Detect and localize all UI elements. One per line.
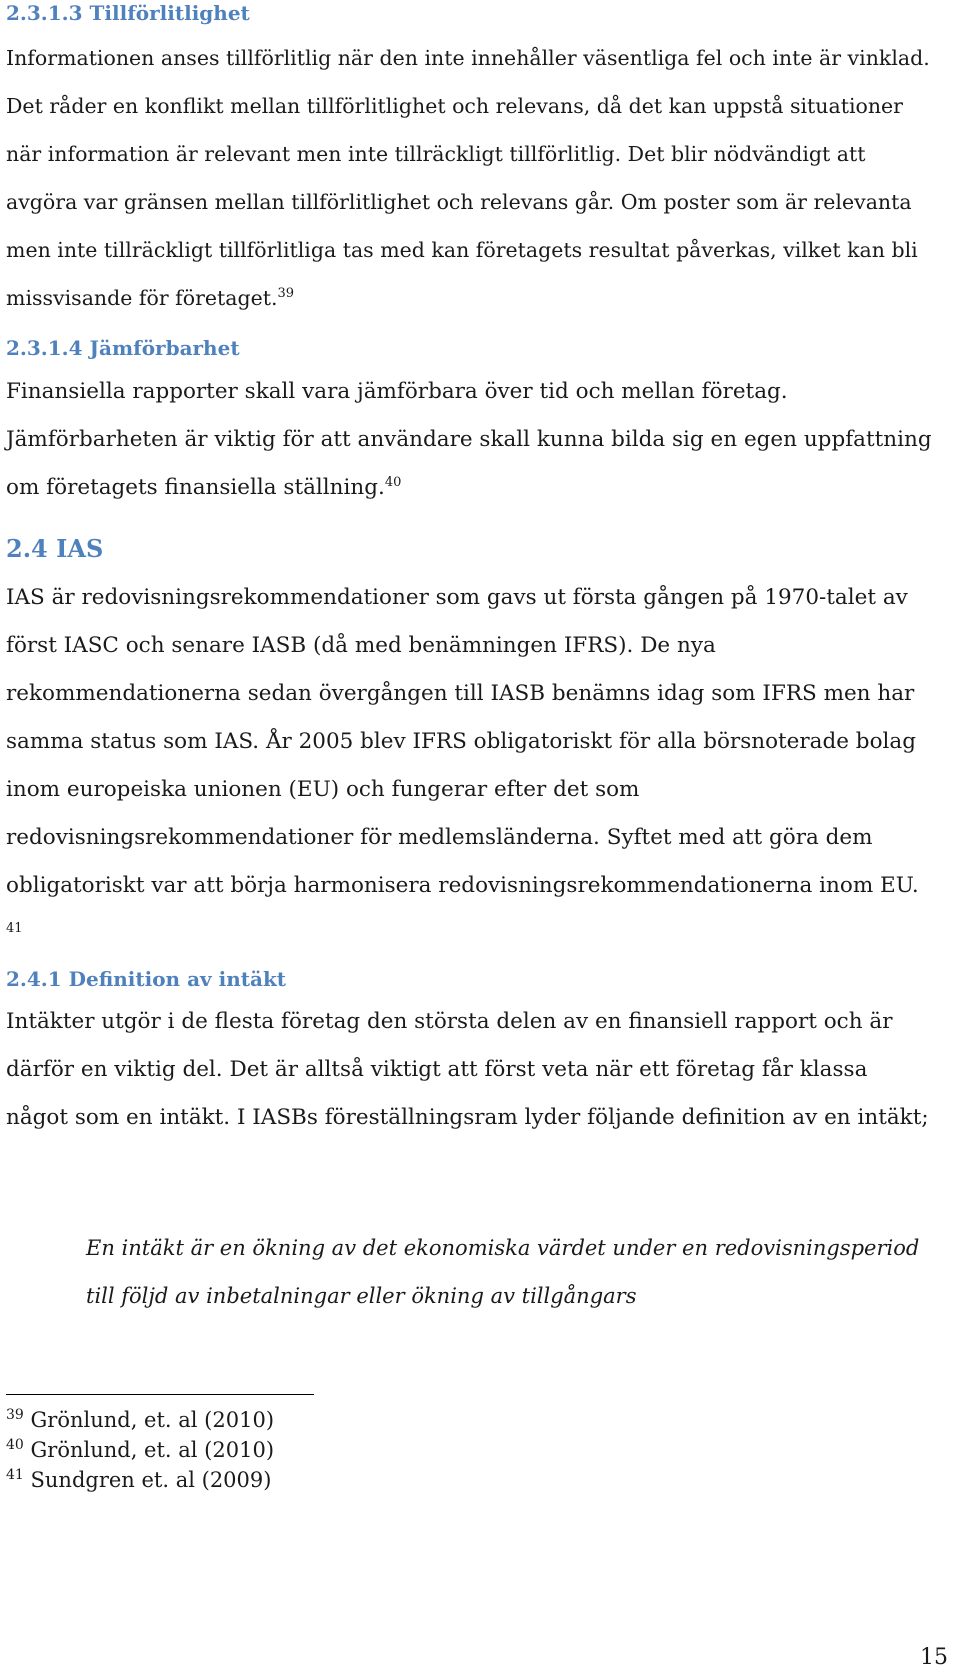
- page-number: 15: [920, 1645, 948, 1670]
- footnote-40: $^{40}$ Grönlund, et. al (2010): [6, 1437, 275, 1462]
- footnote-ref-40: 40: [384, 474, 402, 490]
- footnote-ref-41: 41: [6, 920, 23, 936]
- paragraph-jamforbarhet: Finansiella rapporter skall vara jämförbara över tid och mellan företag. Jämförbarheten är viktig för att användare skall kunna bilda sig en egen uppfattning om företagets finansiella ställning.$^{40}$: [6, 379, 932, 500]
- definition-quote: En intäkt är en ökning av det ekonomiska värdet under en redovisningsperiod till följd av inbetalningar eller ökning av tillgångars: [86, 1236, 920, 1308]
- paragraph-ias: IAS är redovisningsrekommendationer som gavs ut första gången på 1970-talet av först IASC och senare IASB (då med benämningen IFRS). De nya rekommendationerna sedan övergången till IASB benämns idag som IFRS men har samma status som IAS. År 2005 blev IFRS obligatoriskt för alla börsnoterade bolag inom europeiska unionen (EU) och fungerar efter det som redovisningsrekommendationer för medlemsländerna. Syftet med att göra dem obligatoriskt var att börja harmonisera redovisningsrekommendationerna inom EU. $^{41}$: [6, 585, 919, 936]
- footnote-ref-39: 39: [277, 286, 295, 302]
- footnote-39: $^{39}$ Grönlund, et. al (2010): [6, 1407, 275, 1432]
- paragraph-definition-av-intakt: Intäkter utgör i de flesta företag den största delen av en finansiell rapport och är därför en viktig del. Det är alltså viktigt att först veta när ett företag får klassa något som en intäkt. I IASBs föreställningsram lyder följande definition av en intäkt;: [6, 1009, 929, 1130]
- heading-jamforbarhet: 2.3.1.4 Jämförbarhet: [6, 336, 240, 360]
- heading-definition-av-intakt: 2.4.1 Definition av intäkt: [6, 967, 287, 991]
- footnote-separator: [6, 1394, 314, 1395]
- footnote-41: $^{41}$ Sundgren et. al (2009): [6, 1467, 272, 1492]
- heading-tillforlitlighet: 2.3.1.3 Tillförlitlighet: [6, 1, 250, 25]
- paragraph-tillforlitlighet: Informationen anses tillförlitlig när den inte innehåller väsentliga fel och inte är vinklad. Det råder en konflikt mellan tillförlitlighet och relevans, då det kan uppstå situationer när information är relevant men inte tillräckligt tillförlitlig. Det blir nödvändigt att avgöra var gränsen mellan tillförlitlighet och relevans går. Om poster som är relevanta men inte tillräckligt tillförlitliga tas med kan företagets resultat påverkas, vilket kan bli missvisande för företaget.$^{39}$: [6, 46, 930, 310]
- heading-ias: 2.4 IAS: [6, 534, 104, 563]
